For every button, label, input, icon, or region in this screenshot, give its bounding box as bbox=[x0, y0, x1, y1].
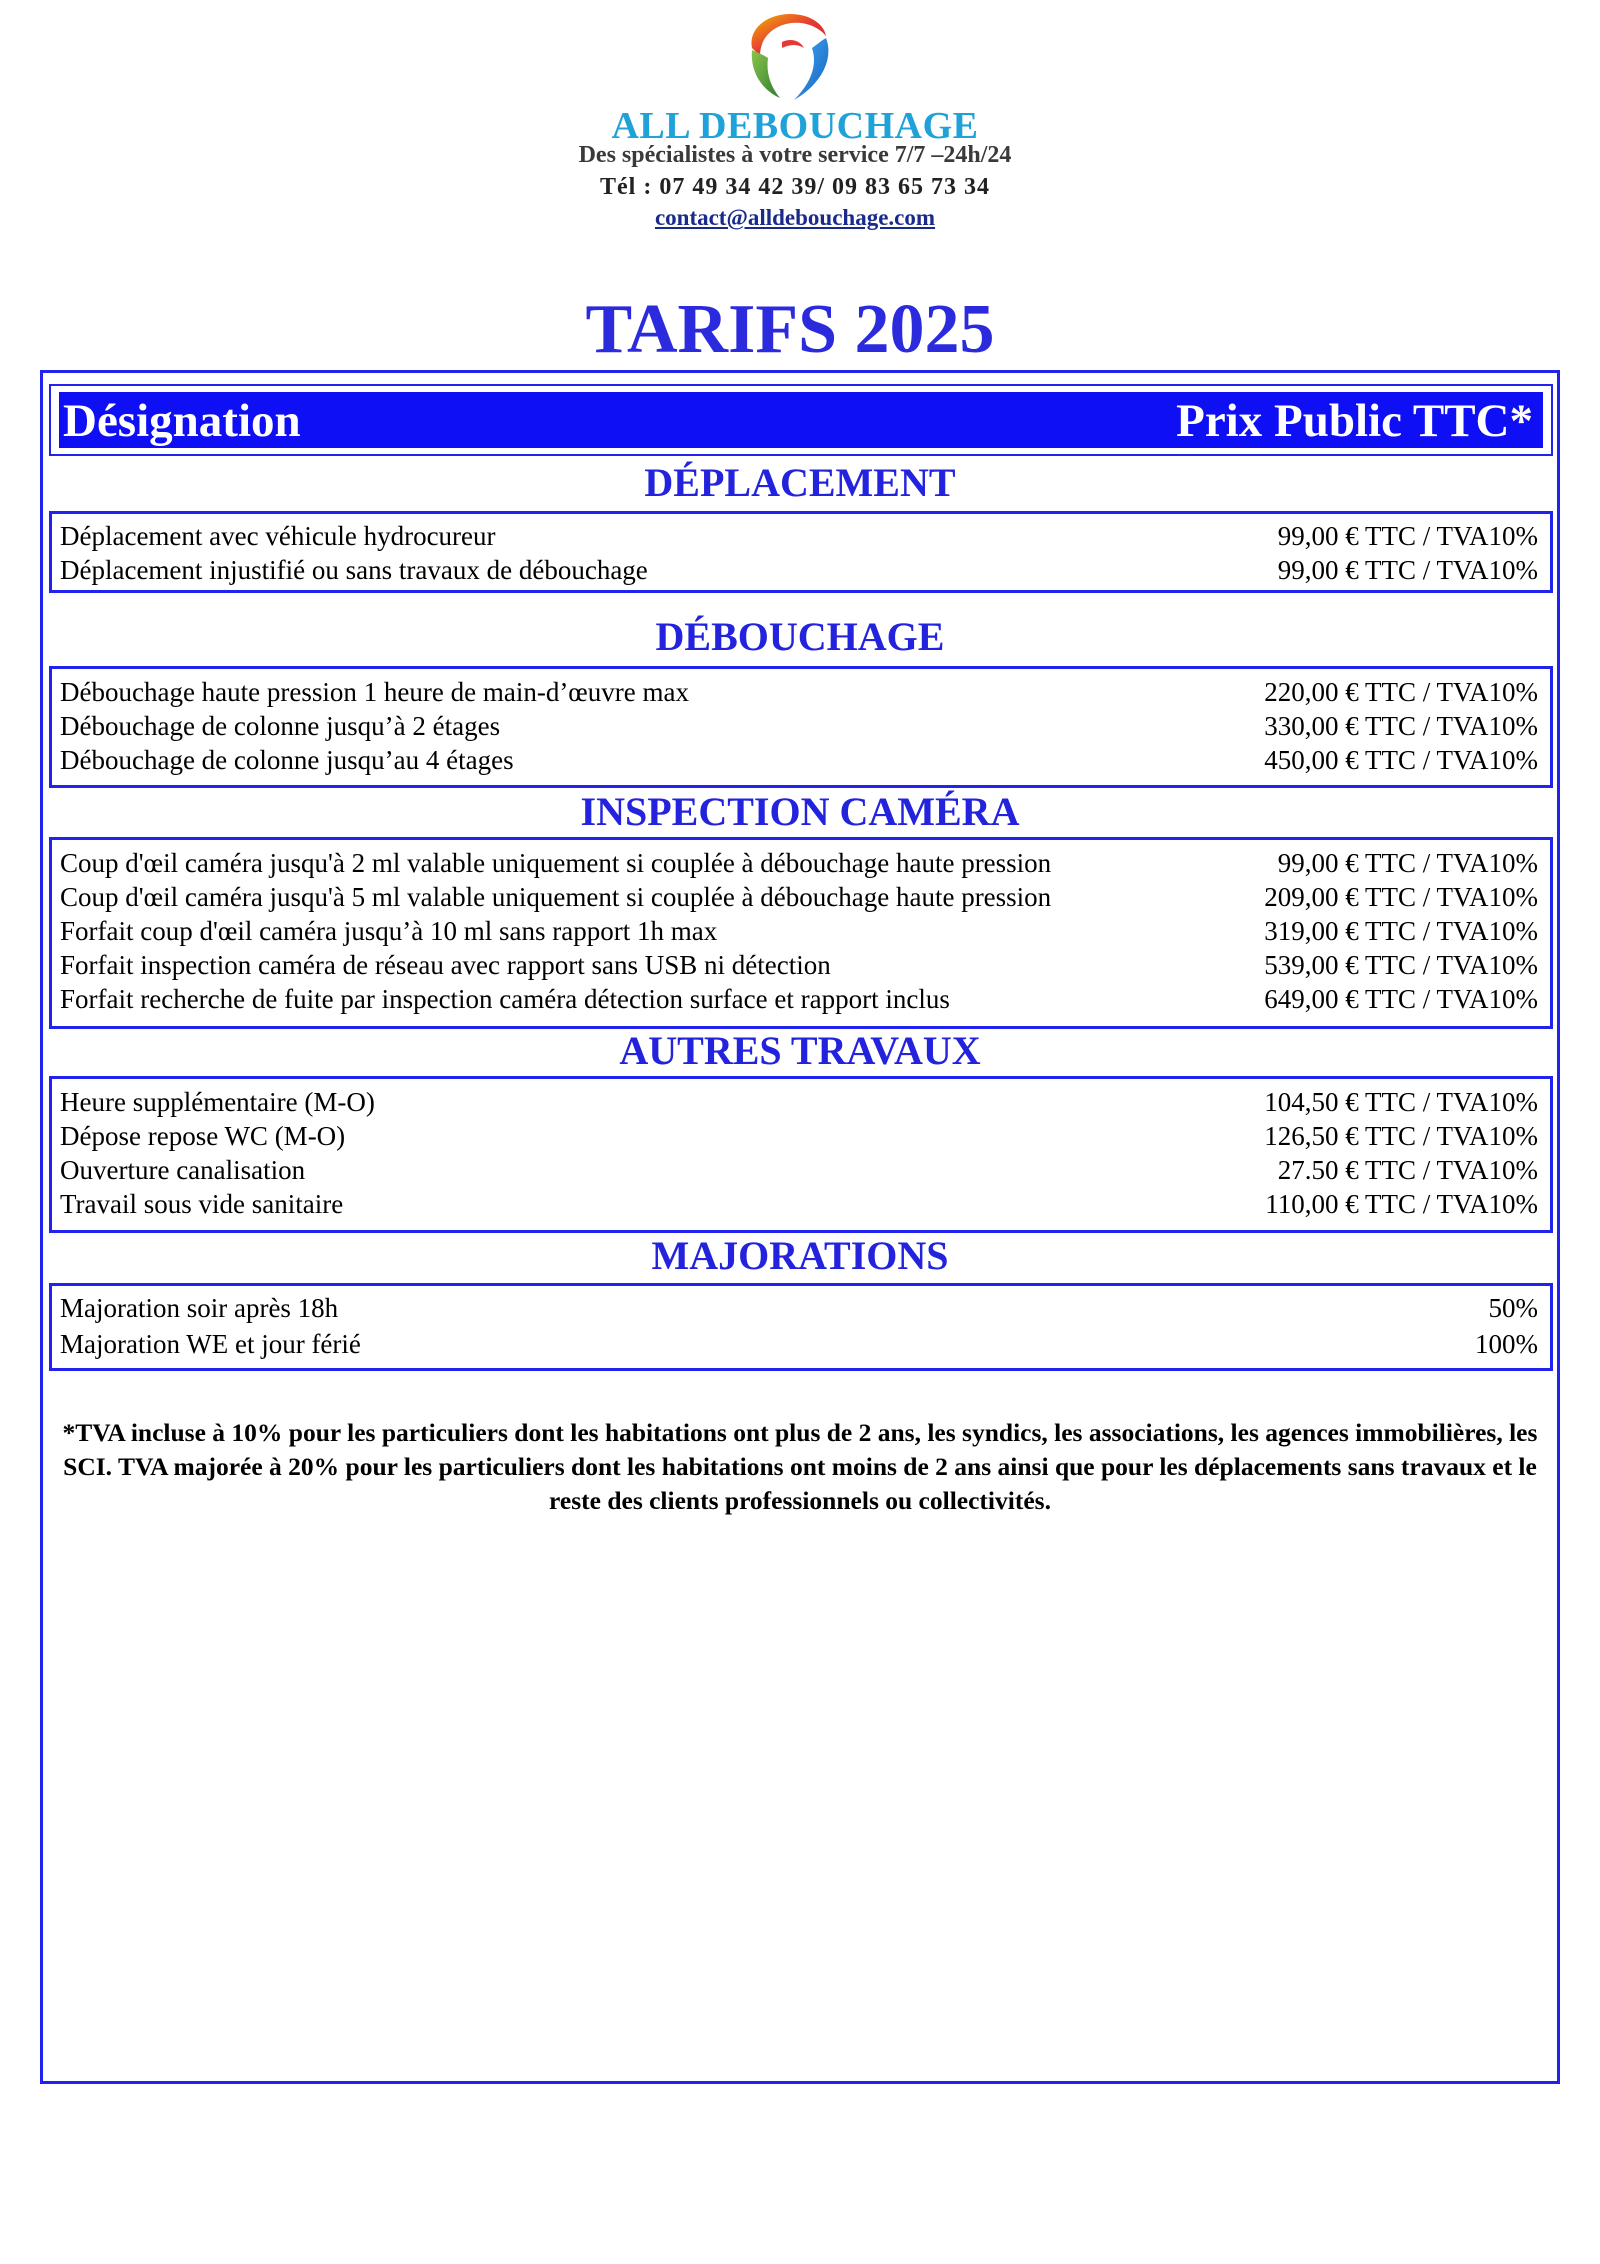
company-name: ALL DEBOUCHAGE bbox=[611, 105, 979, 147]
price-row bbox=[60, 1153, 1542, 1187]
price-row bbox=[60, 519, 1542, 553]
row-price: 104,50 € TTC / TVA10% bbox=[1264, 1087, 1538, 1117]
row-description: Débouchage haute pression 1 heure de main-d’œuvre max bbox=[60, 677, 690, 707]
section-title-autres-travaux: AUTRES TRAVAUX bbox=[619, 1028, 981, 1073]
row-description: Dépose repose WC (M-O) bbox=[60, 1121, 346, 1151]
price-row bbox=[60, 553, 1542, 587]
row-price: 27.50 € TTC / TVA10% bbox=[1277, 1155, 1538, 1185]
row-price: 126,50 € TTC / TVA10% bbox=[1264, 1121, 1538, 1151]
section-box-autres-travaux bbox=[49, 1076, 1553, 1233]
section-title-majorations: MAJORATIONS bbox=[651, 1233, 949, 1278]
price-row bbox=[60, 675, 1542, 709]
table-header bbox=[49, 384, 1553, 456]
vat-footnote: *TVA incluse à 10% pour les particuliers dont les habitations ont plus de 2 ans, les syndics, les associations, les agences immobilières, les SCI. TVA majorée à 20% pour les particuliers dont les habitations ont moins de 2 ans ainsi que pour les déplacements sans travaux et le reste des clients professionnels ou collectivités. bbox=[62, 1418, 1538, 1515]
column-header-price: Prix Public TTC* bbox=[1176, 395, 1533, 447]
row-price: 110,00 € TTC / TVA10% bbox=[1265, 1189, 1538, 1219]
row-price: 99,00 € TTC / TVA10% bbox=[1277, 521, 1538, 551]
row-description: Heure supplémentaire (M-O) bbox=[60, 1087, 375, 1117]
section-box-inspection-camera bbox=[49, 837, 1553, 1029]
section-box-debouchage bbox=[49, 666, 1553, 788]
row-price: 100% bbox=[1475, 1329, 1538, 1359]
row-price: 319,00 € TTC / TVA10% bbox=[1264, 916, 1538, 946]
page-title: TARIFS 2025 bbox=[585, 291, 995, 368]
price-row bbox=[60, 709, 1542, 743]
row-price: 450,00 € TTC / TVA10% bbox=[1264, 745, 1538, 775]
row-price: 220,00 € TTC / TVA10% bbox=[1264, 677, 1538, 707]
document-header bbox=[0, 0, 1600, 260]
price-row bbox=[60, 1187, 1542, 1221]
section-box-majorations bbox=[49, 1283, 1553, 1371]
row-price: 99,00 € TTC / TVA10% bbox=[1277, 555, 1538, 585]
row-price: 50% bbox=[1488, 1293, 1538, 1323]
row-description: Coup d'œil caméra jusqu'à 2 ml valable uniquement si couplée à débouchage haute pression bbox=[60, 848, 1052, 878]
price-row bbox=[60, 880, 1542, 914]
row-description: Forfait inspection caméra de réseau avec rapport sans USB ni détection bbox=[60, 950, 831, 980]
price-row bbox=[60, 1327, 1542, 1361]
price-row bbox=[60, 1119, 1542, 1153]
row-description: Débouchage de colonne jusqu’au 4 étages bbox=[60, 745, 514, 775]
price-row bbox=[60, 1291, 1542, 1325]
row-description: Ouverture canalisation bbox=[60, 1155, 306, 1185]
price-row bbox=[60, 743, 1542, 777]
section-title-inspection-camera: INSPECTION CAMÉRA bbox=[580, 789, 1020, 834]
row-price: 209,00 € TTC / TVA10% bbox=[1264, 882, 1538, 912]
column-header-designation: Désignation bbox=[63, 395, 301, 447]
row-description: Déplacement avec véhicule hydrocureur bbox=[60, 521, 496, 551]
row-price: 99,00 € TTC / TVA10% bbox=[1277, 848, 1538, 878]
price-row bbox=[60, 948, 1542, 982]
row-description: Coup d'œil caméra jusqu'à 5 ml valable uniquement si couplée à débouchage haute pression bbox=[60, 882, 1052, 912]
row-description: Forfait recherche de fuite par inspection caméra détection surface et rapport inclus bbox=[60, 984, 950, 1014]
row-description: Forfait coup d'œil caméra jusqu’à 10 ml sans rapport 1h max bbox=[60, 916, 718, 946]
row-description: Déplacement injustifié ou sans travaux de débouchage bbox=[60, 555, 648, 585]
row-description: Travail sous vide sanitaire bbox=[60, 1189, 344, 1219]
section-box-deplacement bbox=[49, 511, 1553, 593]
row-price: 330,00 € TTC / TVA10% bbox=[1264, 711, 1538, 741]
company-tagline: Des spécialistes à votre service 7/7 –24h/24 bbox=[578, 142, 1012, 168]
company-phone: Tél : 07 49 34 42 39/ 09 83 65 73 34 bbox=[600, 174, 990, 200]
section-title-debouchage: DÉBOUCHAGE bbox=[655, 614, 945, 659]
price-row bbox=[60, 1085, 1542, 1119]
price-row bbox=[60, 982, 1542, 1016]
row-price: 649,00 € TTC / TVA10% bbox=[1264, 984, 1538, 1014]
table-header-bar bbox=[59, 392, 1543, 448]
row-price: 539,00 € TTC / TVA10% bbox=[1264, 950, 1538, 980]
row-description: Majoration soir après 18h bbox=[60, 1293, 339, 1323]
section-title-deplacement: DÉPLACEMENT bbox=[644, 460, 956, 505]
price-row bbox=[60, 914, 1542, 948]
row-description: Débouchage de colonne jusqu’à 2 étages bbox=[60, 711, 501, 741]
company-logo-icon bbox=[738, 8, 838, 104]
row-description: Majoration WE et jour férié bbox=[60, 1329, 361, 1359]
price-row bbox=[60, 846, 1542, 880]
company-email-link[interactable]: contact@alldebouchage.com bbox=[654, 205, 936, 230]
